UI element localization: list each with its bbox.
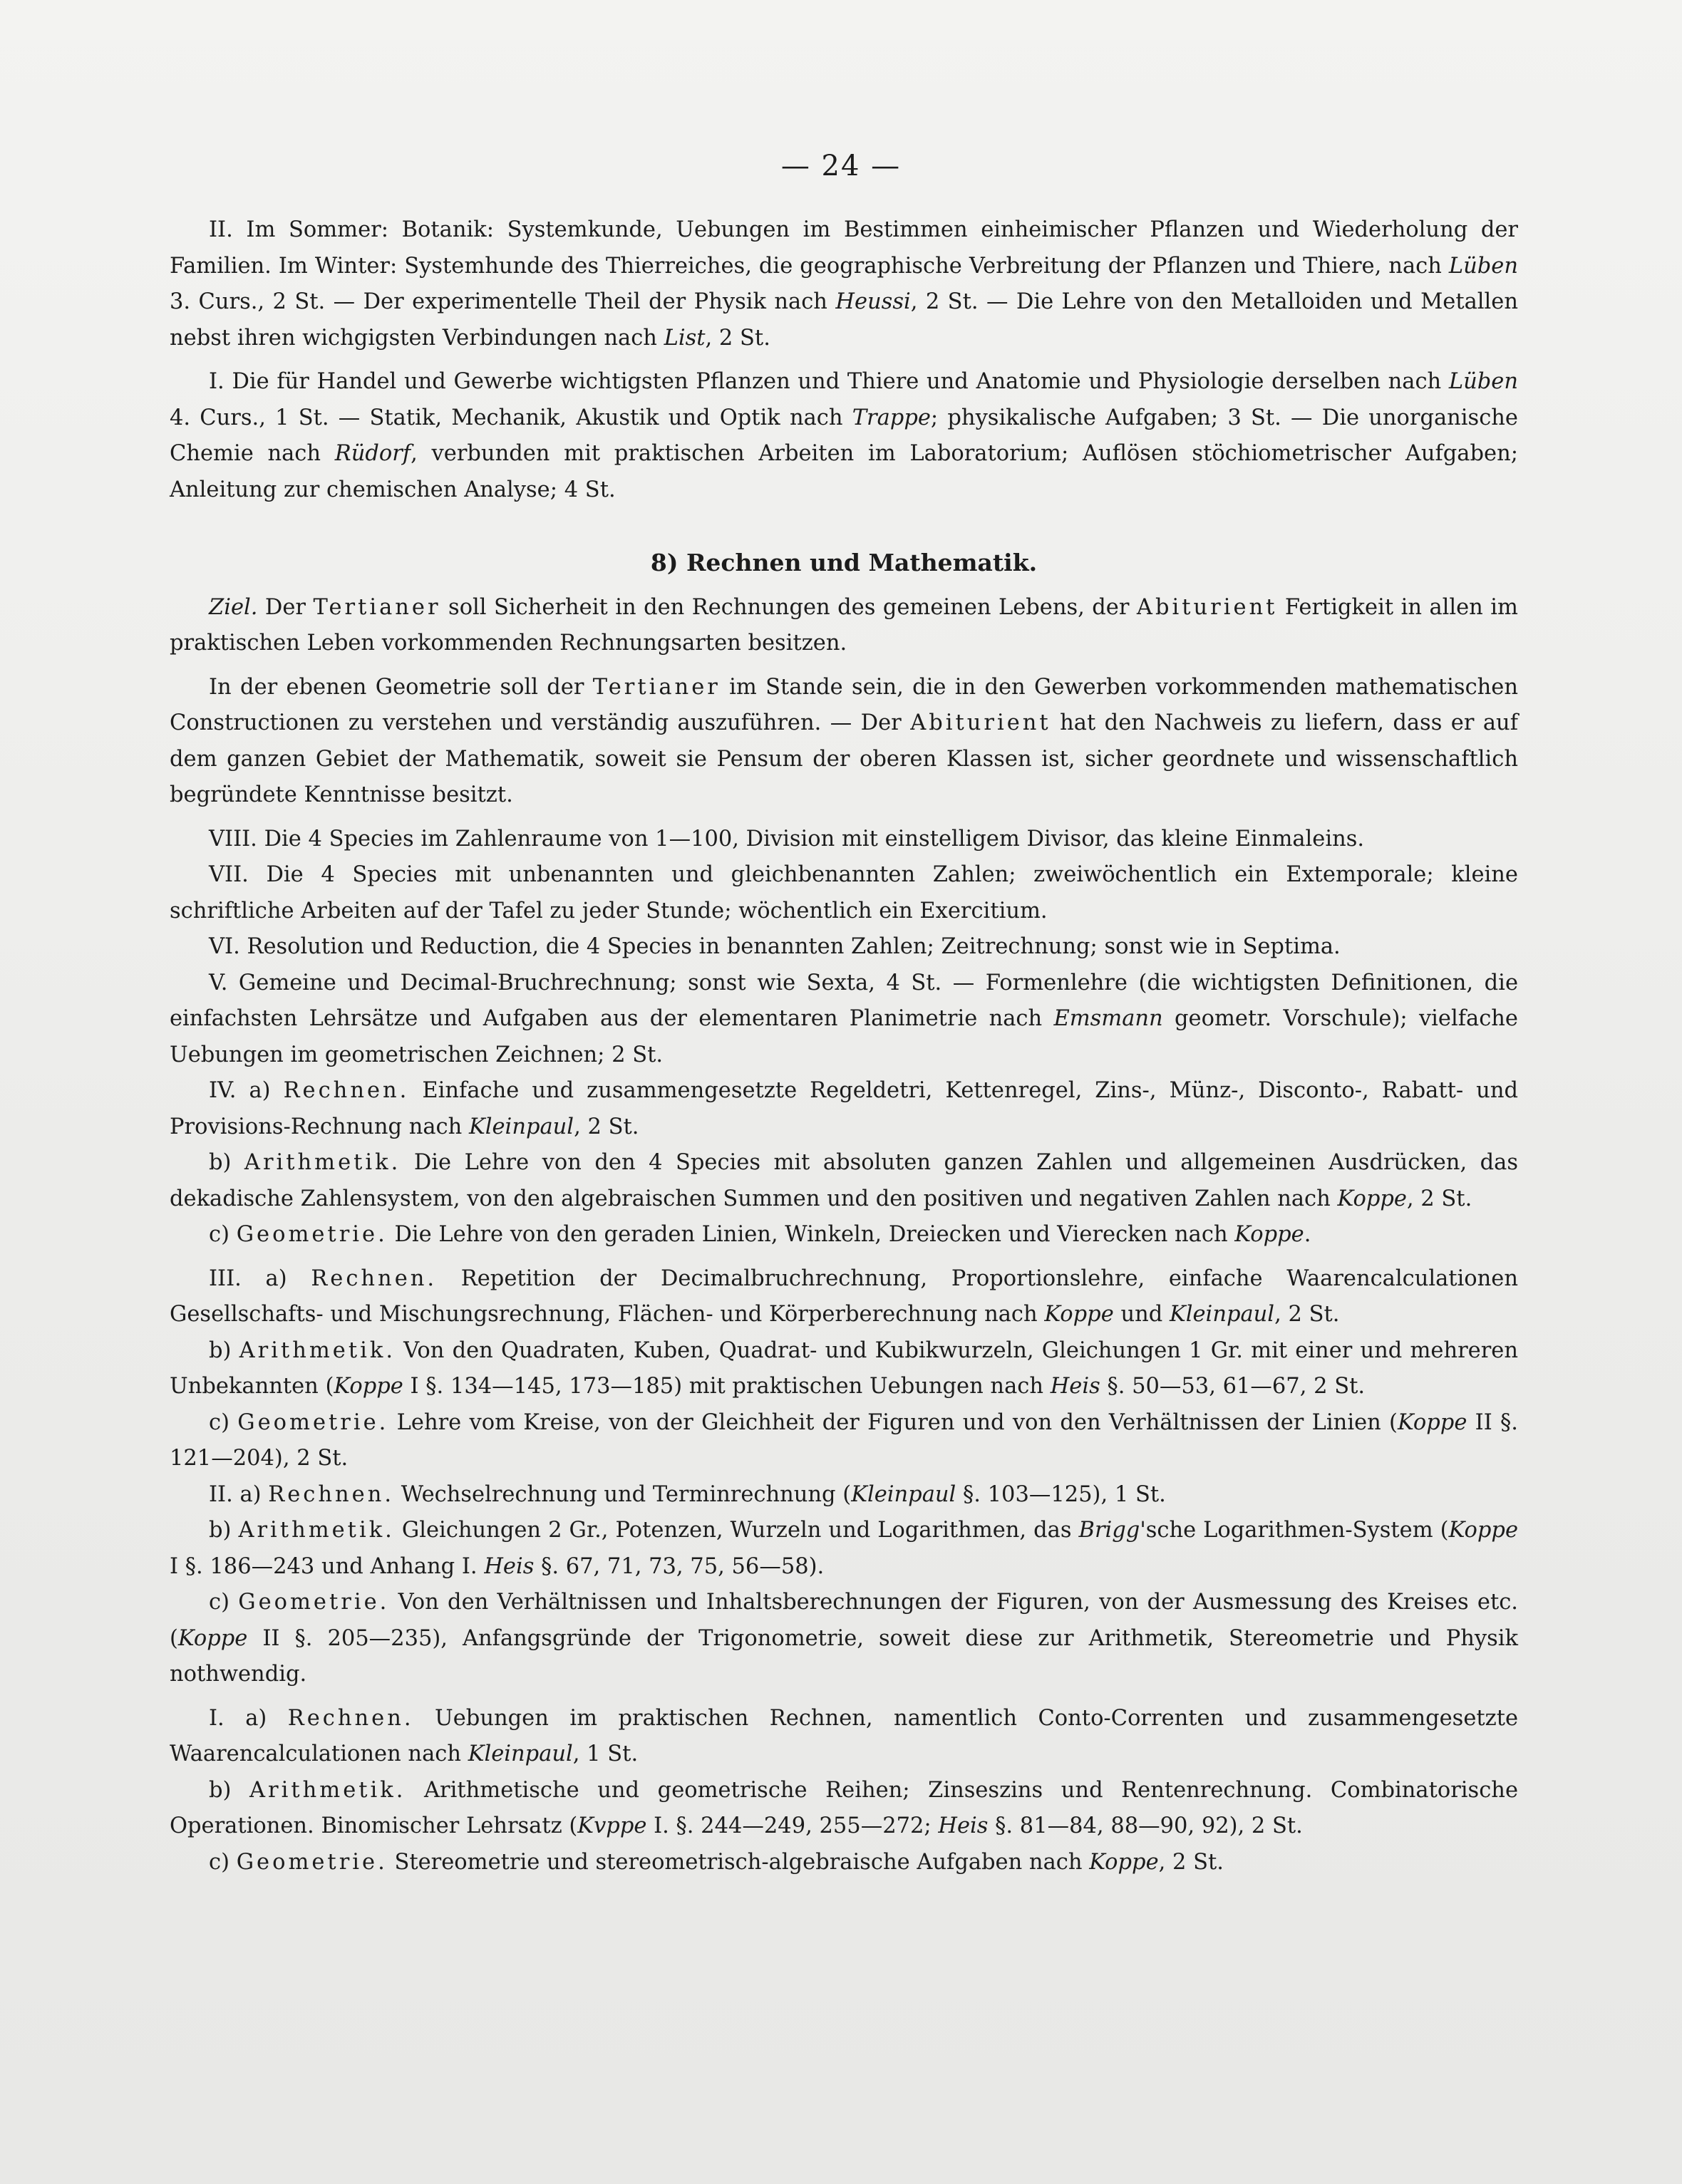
class-label: VII. xyxy=(209,862,249,887)
class-ii-arithmetik: b) Arithmetik. Gleichungen 2 Gr., Potenzen, Wurzeln und Logarithmen, das Brigg'sche Logarithmen-System (Koppe I §. 186—243 und Anhang I. Heis §. 67, 71, 73, 75, 56—58). xyxy=(170,1518,1518,1579)
section-class-i-natural-science: I. Die für Handel und Gewerbe wichtigsten Pflanzen und Thiere und Anatomie und Physiologie derselben nach Lüben 4. Curs., 1 St. — Statik, Mechanik, Akustik und Optik nach Trappe; physikalische Aufgaben; 3 St. — Die unorganische Chemie nach Rüdorf, verbunden mit praktischen Arbeiten im Laboratorium; Auflösen stöchiometrischer Aufgaben; Anleitung zur chemischen Analyse; 4 St. xyxy=(170,369,1518,502)
class-iv-geometrie: c) Geometrie. Die Lehre von den geraden Linien, Winkeln, Dreiecken und Vierecken nach Koppe. xyxy=(209,1222,1311,1247)
class-iii-geometrie: c) Geometrie. Lehre vom Kreise, von der Gleichheit der Figuren und von den Verhältnissen der Linien (Koppe II §. 121—204), 2 St. xyxy=(170,1409,1518,1471)
class-label: V. xyxy=(209,970,228,995)
class-v-entry: V. Gemeine und Decimal-Bruchrechnung; sonst wie Sexta, 4 St. — Formenlehre (die wichtigsten Definitionen, die einfachsten Lehrsätze und Aufgaben aus der elementaren Planimetrie nach Emsmann geometr. Vorschule); vielfache Uebungen im geometrischen Zeichnen; 2 St. xyxy=(170,970,1518,1067)
page-number: — 24 — xyxy=(780,150,902,182)
class-label: II. xyxy=(209,217,233,242)
section-class-ii-natural-science: II. Im Sommer: Botanik: Systemkunde, Uebungen im Bestimmen einheimischer Pflanzen und Wiederholung der Familien. Im Winter: Systemhunde des Thierreiches, die geographische Verbreitung der Pflanzen und Thiere, nach Lüben 3. Curs., 2 St. — Der experimentelle Theil der Physik nach Heussi, 2 St. — Die Lehre von den Metalloiden und Metallen nebst ihren wichgigsten Verbindungen nach List, 2 St. xyxy=(170,217,1519,351)
ziel-paragraph: Ziel. Der Tertianer soll Sicherheit in den Rechnungen des gemeinen Lebens, der Abiturient Fertigkeit in allen im praktischen Leben vorkommenden Rechnungsarten besitzen. xyxy=(170,594,1518,656)
page-body xyxy=(170,212,1518,1880)
class-i-geometrie: c) Geometrie. Stereometrie und stereometrisch-algebraische Aufgaben nach Koppe, 2 St. xyxy=(209,1849,1224,1875)
class-i-arithmetik: b) Arithmetik. Arithmetische und geometrische Reihen; Zinseszins und Rentenrechnung. Combinatorische Operationen. Binomischer Lehrsatz (Kvppe I. §. 244—249, 255—272; Heis §. 81—84, 88—90, 92), 2 St. xyxy=(170,1777,1518,1838)
class-label: I. xyxy=(209,369,225,394)
class-label: VI. xyxy=(209,934,240,959)
class-viii-entry: VIII. Die 4 Species im Zahlenraume von 1—100, Division mit einstelligem Divisor, das kleine Einmaleins. xyxy=(209,826,1365,852)
class-ii-rechnen: II. a) Rechnen. Wechselrechnung und Terminrechnung (Kleinpaul §. 103—125), 1 St. xyxy=(209,1481,1166,1507)
geometry-goal-paragraph: In der ebenen Geometrie soll der Tertianer im Stande sein, die in den Gewerben vorkommenden mathematischen Constructionen zu verstehen und verständig auszuführen. — Der Abiturient hat den Nachweis zu liefern, dass er auf dem ganzen Gebiet der Mathematik, soweit sie Pensum der oberen Klassen ist, sicher geordnete und wissenschaftlich begründete Kenntnisse besitzt. xyxy=(170,674,1518,807)
class-label: VIII. xyxy=(209,826,257,852)
class-vii-entry: VII. Die 4 Species mit unbenannten und gleichbenannten Zahlen; zweiwöchentlich ein Extemporale; kleine schriftliche Arbeiten auf der Tafel zu jeder Stunde; wöchentlich ein Exercitium. xyxy=(170,862,1518,923)
class-iv-arithmetik: b) Arithmetik. Die Lehre von den 4 Species mit absoluten ganzen Zahlen und allgemeinen Ausdrücken, das dekadische Zahlensystem, von den algebraischen Summen und den positiven und negativen Zahlen nach Koppe, 2 St. xyxy=(170,1150,1518,1211)
class-i-rechnen: I. a) Rechnen. Uebungen im praktischen Rechnen, namentlich Conto-Correnten und zusammengesetzte Waarencalculationen nach Kleinpaul, 1 St. xyxy=(170,1705,1518,1766)
class-iii-rechnen: III. a) Rechnen. Repetition der Decimalbruchrechnung, Proportionslehre, einfache Waarencalculationen Gesellschafts- und Mischungsrechnung, Flächen- und Körperberechnung nach Koppe und Kleinpaul, 2 St. xyxy=(170,1266,1518,1327)
section-heading: 8) Rechnen und Mathematik. xyxy=(650,549,1038,576)
class-ii-geometrie: c) Geometrie. Von den Verhältnissen und Inhaltsberechnungen der Figuren, von der Ausmessung des Kreises etc. (Koppe II §. 205—235), Anfangsgründe der Trigonometrie, soweit diese zur Arithmetik, Stereometrie und Physik nothwendig. xyxy=(170,1590,1518,1687)
class-iii-arithmetik: b) Arithmetik. Von den Quadraten, Kuben, Quadrat- und Kubikwurzeln, Gleichungen 1 Gr. mit einer und mehreren Unbekannten (Koppe I §. 134—145, 173—185) mit praktischen Uebungen nach Heis §. 50—53, 61—67, 2 St. xyxy=(170,1337,1518,1399)
class-iv-rechnen: IV. a) Rechnen. Einfache und zusammengesetzte Regeldetri, Kettenregel, Zins-, Münz-, Disconto-, Rabatt- und Provisions-Rechnung nach Kleinpaul, 2 St. xyxy=(170,1078,1518,1139)
class-vi-entry: VI. Resolution und Reduction, die 4 Species in benannten Zahlen; Zeitrechnung; sonst wie in Septima. xyxy=(209,934,1341,959)
